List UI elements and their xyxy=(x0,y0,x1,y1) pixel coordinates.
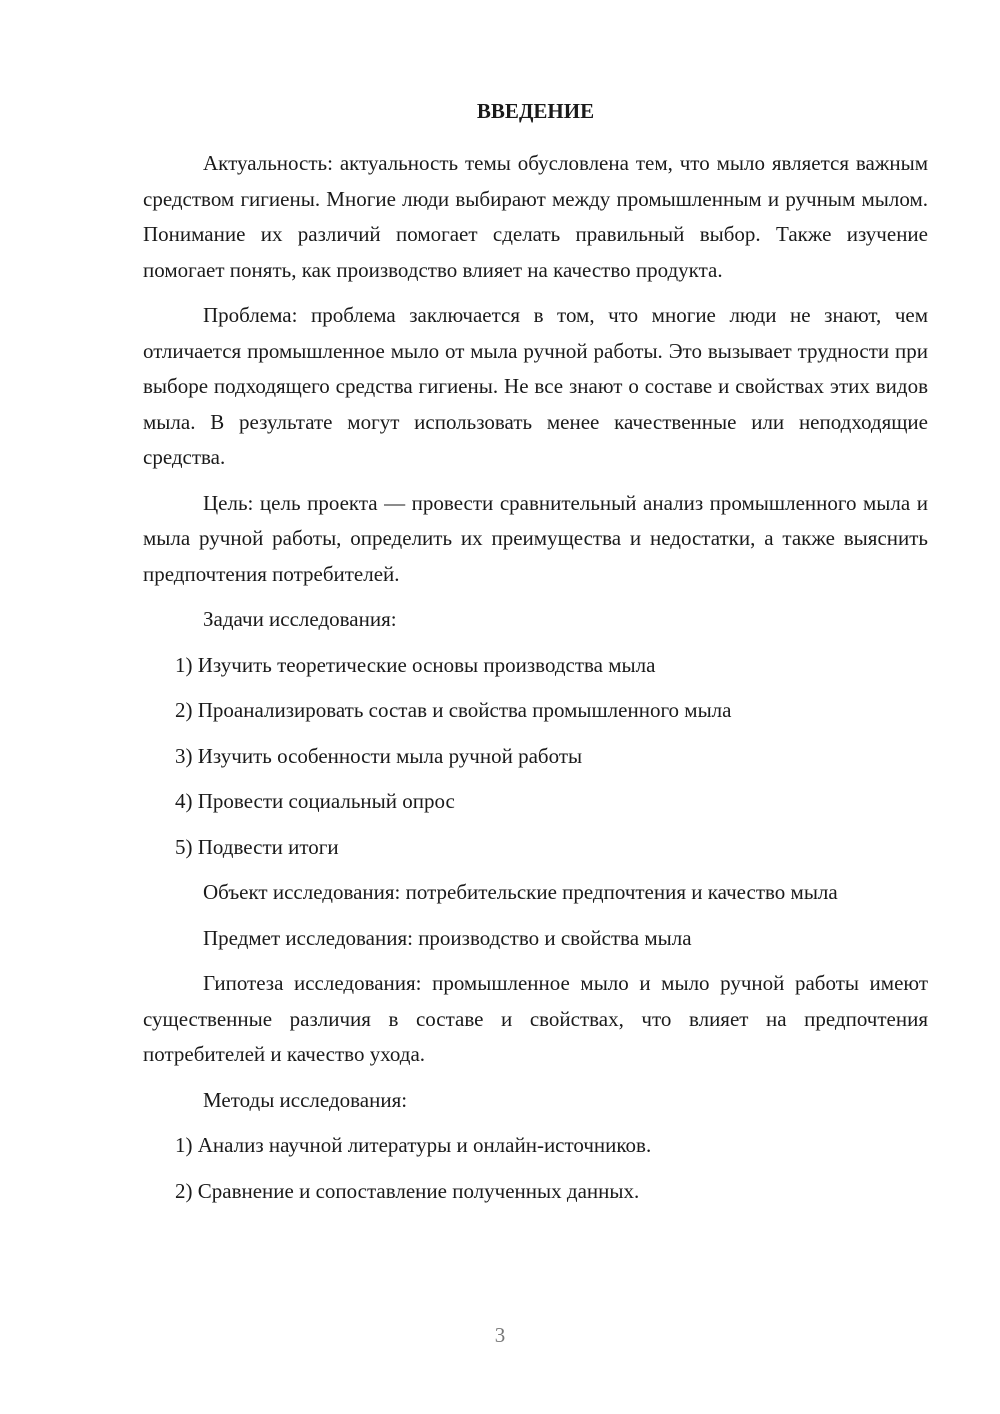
goal-paragraph: Цель: цель проекта — провести сравнительный анализ промышленного мыла и мыла ручной работы, определить их преимущества и недостатки, а также выяснить предпочтения потребителей. xyxy=(143,490,928,586)
subject-paragraph: Предмет исследования: производство и свойства мыла xyxy=(203,925,692,950)
methods-heading: Методы исследования: xyxy=(203,1087,408,1112)
page-number: 3 xyxy=(494,1323,506,1347)
task-item: 1) Изучить теоретические основы производства мыла xyxy=(175,652,656,677)
method-item: 2) Сравнение и сопоставление полученных данных. xyxy=(175,1178,640,1203)
relevance-paragraph: Актуальность: актуальность темы обусловлена тем, что мыло является важным средством гигиены. Многие люди выбирают между промышленным и ручным мылом. Понимание их различий помогает сделать правильный выбор. Также изучение помогает понять, как производство влияет на качество продукта. xyxy=(143,151,928,282)
task-item: 5) Подвести итоги xyxy=(175,834,339,859)
task-item: 2) Проанализировать состав и свойства промышленного мыла xyxy=(175,698,732,722)
section-title: ВВЕДЕНИЕ xyxy=(476,99,595,123)
problem-paragraph: Проблема: проблема заключается в том, что многие люди не знают, чем отличается промышленное мыло от мыла ручной работы. Это вызывает трудности при выборе подходящего средства гигиены. Не все знают о составе и свойствах этих видов мыла. В результате могут использовать менее качественные или неподходящие средства. xyxy=(143,303,928,469)
page-content xyxy=(143,96,928,1219)
tasks-list xyxy=(143,648,928,866)
object-paragraph: Объект исследования: потребительские предпочтения и качество мыла xyxy=(203,880,838,904)
hypothesis-paragraph: Гипотеза исследования: промышленное мыло и мыло ручной работы имеют существенные различия в составе и свойствах, что влияет на предпочтения потребителей и качество ухода. xyxy=(143,971,928,1066)
tasks-heading: Задачи исследования: xyxy=(203,607,397,631)
method-item: 1) Анализ научной литературы и онлайн-источников. xyxy=(175,1133,652,1157)
task-item: 3) Изучить особенности мыла ручной работы xyxy=(175,743,583,768)
methods-list xyxy=(143,1128,928,1209)
task-item: 4) Провести социальный опрос xyxy=(175,789,455,813)
